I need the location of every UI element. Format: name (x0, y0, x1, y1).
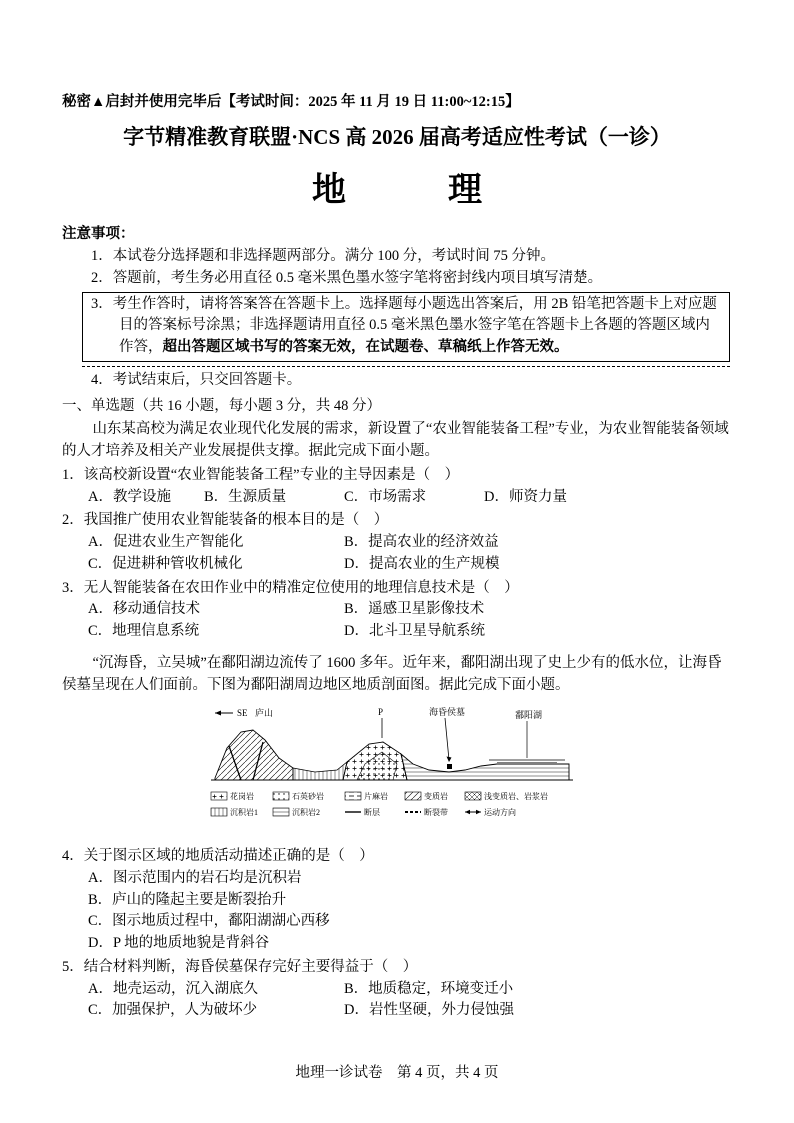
lake-water (489, 760, 565, 763)
legend-gneiss: 片麻岩 (364, 792, 388, 802)
page-footer: 地理一诊试卷 第 4 页，共 4 页 (295, 1065, 499, 1082)
q4-option-a: A．图示范围内的岩石均是沉积岩 (88, 869, 302, 886)
q3-option-d: D．北斗卫星导航系统 (344, 623, 485, 639)
q5-option-a: A．地壳运动，沉入湖底久 (88, 980, 258, 997)
q3-option-c: C．地理信息系统 (88, 623, 200, 639)
question-4 (62, 846, 732, 955)
q2-option-a: A．促进农业生产智能化 (88, 534, 244, 550)
lake-label: 鄱阳湖 (515, 710, 543, 721)
exam-league-title: 字节精准教育联盟·NCS 高 2026 届高考适应性考试（一诊） (123, 124, 671, 149)
q5-option-d: D．岩性坚硬，外力侵蚀强 (344, 1002, 514, 1019)
q5-option-c: C．加强保护，人为破坏少 (88, 1002, 258, 1019)
legend-fracture-zone: 断裂带 (424, 808, 448, 818)
lushan-block (215, 730, 293, 780)
geology-cross-section-svg (197, 702, 597, 836)
legend-row-2 (211, 807, 516, 817)
q3-option-b: B．遥感卫星影像技术 (344, 601, 485, 618)
question-1-text: 1．该高校新设置“农业智能装备工程”专业的主导因素是（ ） (62, 466, 460, 483)
legend-sedimentary-1: 沉积岩1 (230, 808, 258, 818)
legend-granite: 花岗岩 (230, 792, 254, 802)
q2-option-b: B．提高农业的经济效益 (344, 534, 499, 550)
q4-option-c: C．图示地质过程中，鄱阳湖湖心西移 (88, 913, 330, 930)
question-2 (62, 510, 732, 575)
question-4-text: 4．关于图示区域的地质活动描述正确的是（ ） (62, 848, 374, 864)
q2-option-d: D．提高农业的生产规模 (344, 555, 500, 572)
tomb-pointer (445, 718, 452, 762)
subject-title: 地 理 (312, 172, 482, 210)
tomb-label: 海昏侯墓 (429, 707, 466, 718)
question-1-options (62, 487, 732, 509)
question-5-text: 5．结合材料判断，海昏侯墓保存完好主要得益于（ ） (62, 958, 418, 975)
question-5-options (62, 979, 732, 1023)
passage-2: “沉海昏，立吴城”在鄱阳湖边流传了 1600 多年。近年来，鄱阳湖出现了史上少有的低水位，让海昏侯墓呈现在人们面前。下图为鄱阳湖周边地区地质剖面图。据此完成下面小题。 (62, 654, 722, 693)
question-3-text: 3．无人智能装备在农田作业中的精准定位使用的地理信息技术是（ ） (62, 579, 519, 596)
valley-sediment (293, 762, 347, 780)
q1-option-c: C．市场需求 (344, 488, 427, 505)
question-2-text: 2．我国推广使用农业智能装备的根本目的是（ ） (62, 512, 389, 529)
section-direction-arrow (215, 708, 248, 718)
notice-item-1: 1．本试卷分选择题和非选择题两部分。满分 100 分，考试时间 75 分钟。 (91, 248, 555, 264)
q1-option-b: B．生源质量 (204, 488, 287, 505)
p-label: P (378, 707, 384, 718)
legend-row-1 (211, 791, 548, 801)
legend-sedimentary-2: 沉积岩2 (292, 808, 320, 818)
legend-quartz-sandstone: 石英砂岩 (292, 792, 324, 802)
notice-item-3-box (82, 292, 730, 362)
question-5 (62, 957, 732, 1022)
question-3-options (62, 599, 732, 643)
lushan-label: 庐山 (255, 708, 274, 719)
q2-option-c: C．促进耕种管收机械化 (88, 555, 243, 572)
q1-option-a: A．教学设施 (88, 488, 171, 505)
notice-item-3-bold: 超出答题区域书写的答案无效，在试题卷、草稿纸上作答无效。 (162, 339, 569, 355)
notice-item-3-normal: 3．考生作答时，请将答案答在答题卡上。选择题每小题选出答案后，用 2B 铅笔把答题卡上对应题目的答案标号涂黑；非选择题请用直径 0.5 毫米黑色墨水签字笔在答题卡上各题的答题区域内作答， (91, 295, 717, 355)
tomb-marker (447, 764, 452, 769)
notice-item-3 (83, 294, 721, 359)
q5-option-b: B．地质稳定，环境变迁小 (344, 980, 514, 997)
q3-option-a: A．移动通信技术 (88, 601, 200, 618)
passage-1: 山东某高校为满足农业现代化发展的需求，新设置了“农业智能装备工程”专业，为农业智能装备领域的人才培养及相关产业发展提供支撑。据此完成下面小题。 (62, 421, 729, 459)
notice-title: 注意事项： (62, 226, 135, 243)
lake-plain-layers (401, 754, 569, 780)
q4-option-d: D．P 地的地质地貌是背斜谷 (88, 935, 270, 951)
direction-label: SE (237, 708, 248, 719)
legend-motion-direction: 运动方向 (484, 808, 516, 818)
q4-option-b: B．庐山的隆起主要是断裂抬升 (88, 891, 287, 908)
dashed-separator (82, 366, 730, 367)
question-1 (62, 465, 732, 509)
q1-option-d: D．师资力量 (484, 488, 567, 505)
legend-metamorphic: 变质岩 (424, 792, 448, 802)
geology-diagram (197, 702, 597, 844)
legend-fault: 断层 (364, 808, 380, 818)
question-2-options (62, 532, 732, 576)
cross-section-body (211, 730, 573, 780)
question-4-options (62, 868, 732, 955)
notice-item-4: 4．考试结束后，只交回答题卡。 (91, 371, 302, 388)
legend-shallow-metamorphic-magmatic: 浅变质岩、岩浆岩 (484, 792, 548, 802)
secret-header-line: 秘密▲启封并使用完毕后【考试时间：2025 年 11 月 19 日 11:00~12:15】 (62, 94, 520, 110)
question-3 (62, 578, 732, 643)
legend-motion-arrow (465, 810, 481, 815)
notice-item-2: 2．答题前，考生务必用直径 0.5 毫米黑色墨水签字笔将密封线内项目填写清楚。 (91, 269, 603, 286)
section-heading: 一、单选题（共 16 小题，每小题 3 分，共 48 分） (62, 397, 381, 414)
